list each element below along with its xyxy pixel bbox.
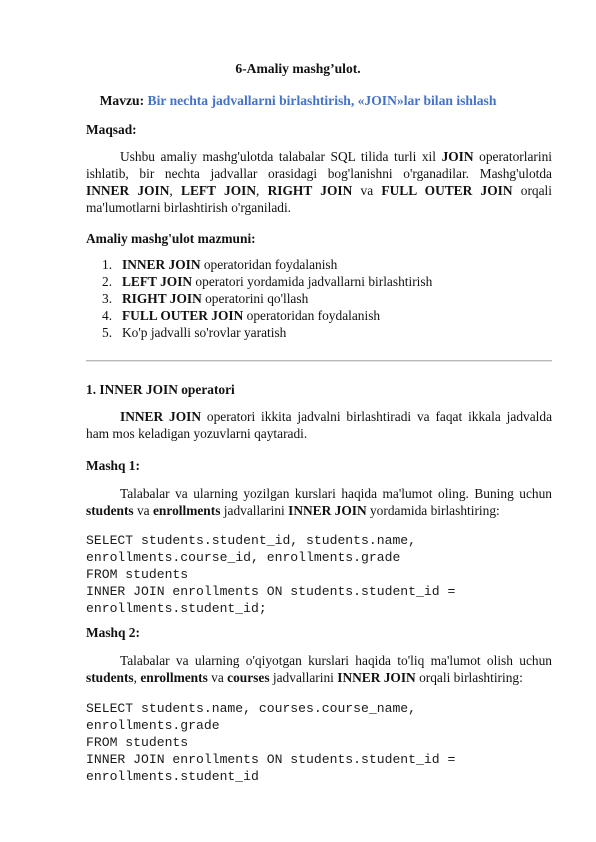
- goal-line: ma'lumotlarni birlashtirish o'rganiladi.: [86, 200, 292, 215]
- horizontal-divider: [86, 360, 552, 362]
- goal-line: ishlatib, bir nechta jadvallar orasidagi bog'lanishni o'rganadilar. Mashg'ulotda: [86, 166, 552, 181]
- intro-line: INNER JOIN operatori ikkita jadvalni birlashtiradi va faqat ikkala jadvalda: [120, 409, 553, 424]
- exercise-2-paragraph: [86, 652, 552, 686]
- topic-line: [0, 92, 596, 109]
- list-item: 4. FULL OUTER JOIN operatoridan foydalanish: [102, 308, 381, 323]
- list-item: 1. INNER JOIN operatoridan foydalanish: [102, 257, 338, 272]
- intro-line: ham mos keladigan yozuvlarni qaytaradi.: [86, 426, 308, 441]
- goal-line: Ushbu amaliy mashg'ulotda talabalar SQL tilida turli xil JOIN operatorlarini: [120, 149, 552, 164]
- ex1-line: students va enrollments jadvallarini INNER JOIN yordamida birlashtiring:: [86, 503, 500, 518]
- list-item: 3. RIGHT JOIN operatorini qo'llash: [102, 291, 309, 306]
- topic-text: Bir nechta jadvallarni birlashtirish, «JOIN»lar bilan ishlash: [147, 93, 497, 108]
- section-intro-paragraph: [86, 408, 552, 442]
- list-item: 5. Ko'p jadvalli so'rovlar yaratish: [102, 325, 287, 340]
- section-heading: 1. INNER JOIN operatori: [86, 382, 235, 397]
- content-heading: Amaliy mashg'ulot mazmuni:: [86, 231, 256, 246]
- exercise-1-heading: Mashq 1:: [86, 458, 140, 473]
- exercise-2-code: SELECT students.name, courses.course_name, enrollments.grade FROM students INNER JOIN enrollments ON students.student_id = enrollments.student_id: [86, 701, 456, 784]
- page-title: 6-Amaliy mashg’ulot.: [235, 61, 361, 76]
- goal-line: INNER JOIN, LEFT JOIN, RIGHT JOIN va FULL OUTER JOIN orqali: [86, 183, 553, 198]
- exercise-1-paragraph: [86, 485, 552, 519]
- ex2-line: students, enrollments va courses jadvallarini INNER JOIN orqali birlashtiring:: [86, 670, 523, 685]
- topic-label: Mavzu:: [99, 93, 145, 108]
- ex1-line: Talabalar va ularning yozilgan kurslari haqida ma'lumot oling. Buning uchun: [120, 486, 552, 501]
- exercise-2-heading: Mashq 2:: [86, 625, 140, 640]
- goal-paragraph: [86, 148, 552, 216]
- goal-heading: Maqsad:: [86, 122, 137, 137]
- exercise-1-code: SELECT students.student_id, students.name, enrollments.course_id, enrollments.grade FROM students INNER JOIN enrollments ON students.student_id = enrollments.student_id;: [86, 533, 456, 616]
- ex2-line: Talabalar va ularning o'qiyotgan kurslari haqida to'liq ma'lumot olish uchun: [120, 653, 552, 668]
- list-item: 2. LEFT JOIN operatori yordamida jadvallarni birlashtirish: [102, 274, 433, 289]
- content-list: [102, 256, 552, 341]
